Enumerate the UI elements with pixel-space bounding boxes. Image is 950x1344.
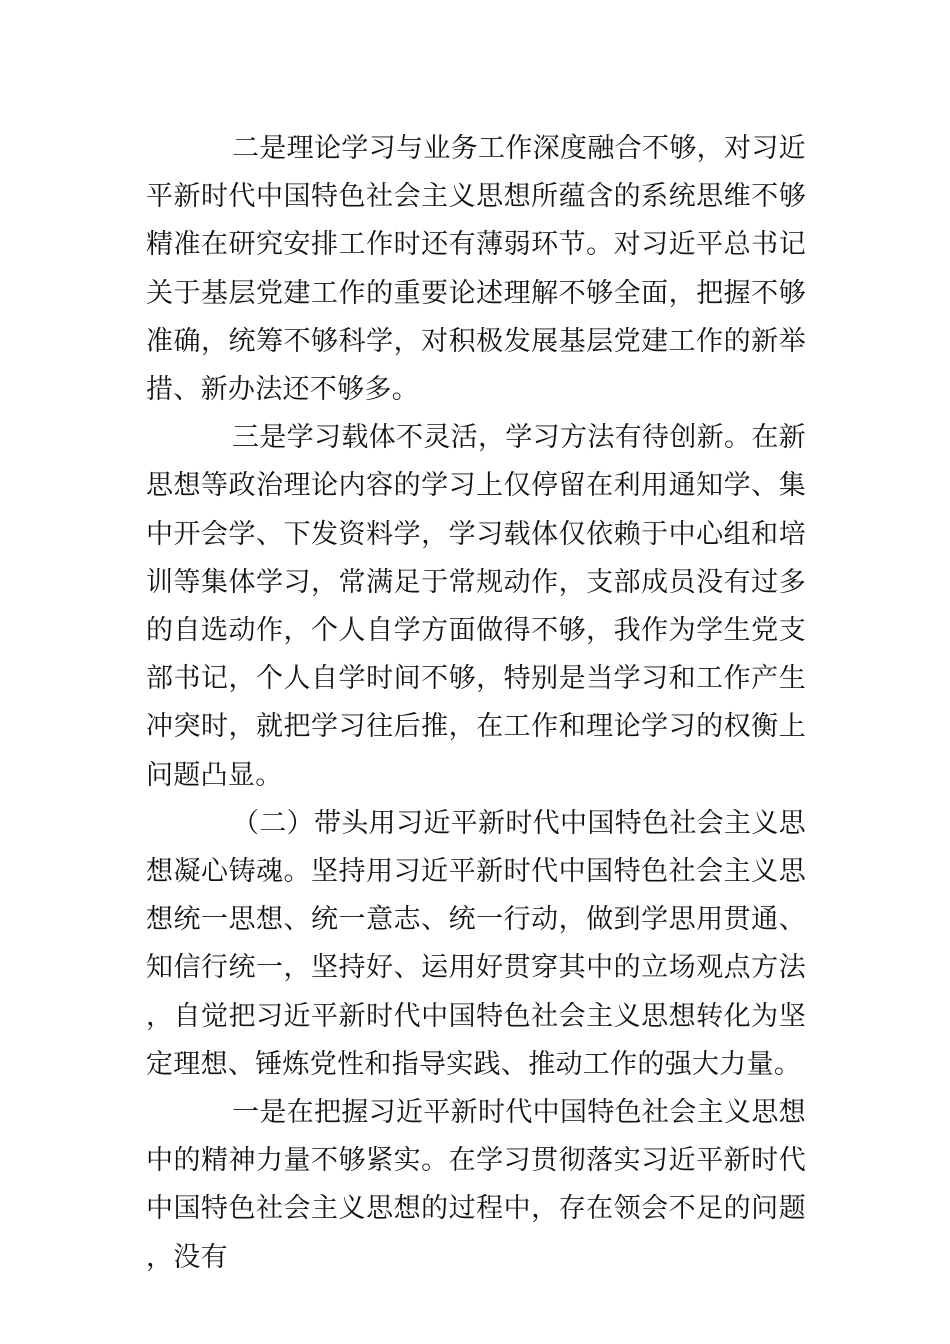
section-heading-paragraph: （二）带头用习近平新时代中国特色社会主义思想凝心铸魂。坚持用习近平新时代中国特色社会主义思想统一思想、统一意志、统一行动，做到学思用贯通、知信行统一，坚持好、运用好贯穿其中的立场观点方法，自觉把习近平新时代中国特色社会主义思想转化为坚定理想、锤炼党性和指导实践、推动工作的强大力量。 [146,807,806,1080]
paragraph-learning-methods: 三是学习载体不灵活，学习方法有待创新。在新思想等政治理论内容的学习上仅停留在利用通知学、集中开会学、下发资料学，学习载体仅依赖于中心组和培训等集体学习，常满足于常规动作，支部成员没有过多的自选动作，个人自学方面做得不够，我作为学生党支部书记，个人自学时间不够，特别是当学习和工作产生冲突时，就把学习往后推，在工作和理论学习的权衡上问题凸显。 [146,422,806,791]
paragraph-theory-integration: 二是理论学习与业务工作深度融合不够，对习近平新时代中国特色社会主义思想所蕴含的系统思维不够精准在研究安排工作时还有薄弱环节。对习近平总书记关于基层党建工作的重要论述理解不够全面，把握不够准确，统筹不够科学，对积极发展基层党建工作的新举措、新办法还不够多。 [146,133,806,406]
paragraph-spiritual-strength: 一是在把握习近平新时代中国特色社会主义思想中的精神力量不够紧实。在学习贯彻落实习近平新时代中国特色社会主义思想的过程中，存在领会不足的问题，没有 [146,1097,806,1273]
document-body [146,125,806,1282]
